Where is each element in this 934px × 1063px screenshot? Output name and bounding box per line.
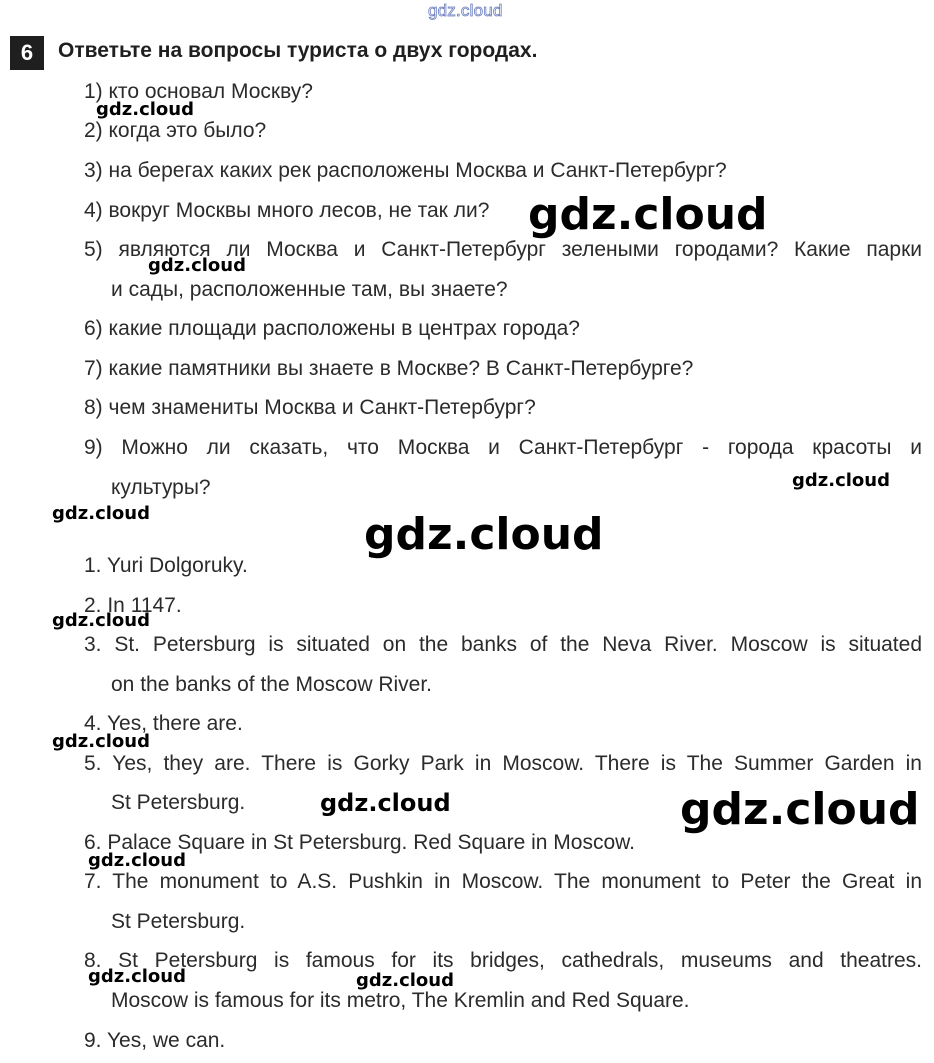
question-7: 7) какие памятники вы знаете в Москве? В Санкт-Петербурге? — [84, 357, 694, 380]
answer-1: 1. Yuri Dolgoruky. — [84, 554, 248, 577]
question-8: 8) чем знамениты Москва и Санкт-Петербург? — [84, 396, 536, 419]
answer-5-continued: St Petersburg. — [111, 791, 246, 814]
answer-5: 5. Yes, they are. There is Gorky Park in Moscow. There is The Summer Garden in — [84, 752, 922, 775]
watermark: gdz.cloud — [320, 789, 451, 817]
site-watermark-top: gdz.cloud — [428, 1, 503, 20]
answer-8-continued: Moscow is famous for its metro, The Kremlin and Red Square. — [111, 989, 690, 1012]
watermark: gdz.cloud — [792, 470, 890, 491]
question-6: 6) какие площади расположены в центрах города? — [84, 317, 580, 340]
watermark: gdz.cloud — [528, 189, 768, 240]
question-9: 9) Можно ли сказать, что Москва и Санкт-Петербург - города красоты и — [84, 436, 922, 459]
answer-2: 2. In 1147. — [84, 594, 182, 617]
answer-7: 7. The monument to A.S. Pushkin in Moscow. The monument to Peter the Great in — [84, 870, 922, 893]
question-2: 2) когда это было? — [84, 119, 267, 142]
question-5-continued: и сады, расположенные там, вы знаете? — [111, 278, 508, 301]
watermark: gdz.cloud — [52, 503, 150, 524]
question-5: 5) являются ли Москва и Санкт-Петербург зелеными городами? Какие парки — [84, 238, 922, 261]
question-9-continued: культуры? — [111, 476, 211, 499]
answer-3: 3. St. Petersburg is situated on the banks of the Neva River. Moscow is situated — [84, 633, 922, 656]
answer-9: 9. Yes, we can. — [84, 1029, 226, 1052]
watermark: gdz.cloud — [52, 731, 150, 752]
watermark: gdz.cloud — [52, 610, 150, 631]
answer-7-continued: St Petersburg. — [111, 910, 246, 933]
watermark: gdz.cloud — [148, 255, 246, 276]
question-4: 4) вокруг Москвы много лесов, не так ли? — [84, 199, 490, 222]
watermark: gdz.cloud — [88, 966, 186, 987]
watermark: gdz.cloud — [88, 850, 186, 871]
watermark: gdz.cloud — [364, 509, 604, 560]
answer-4: 4. Yes, there are. — [84, 712, 243, 735]
question-3: 3) на берегах каких рек расположены Москва и Санкт-Петербург? — [84, 159, 727, 182]
exercise-number-badge: 6 — [10, 36, 44, 70]
answer-3-continued: on the banks of the Moscow River. — [111, 673, 432, 696]
answer-8: 8. St Petersburg is famous for its bridges, cathedrals, museums and theatres. — [84, 949, 922, 972]
watermark: gdz.cloud — [96, 99, 194, 120]
question-1: 1) кто основал Москву? — [84, 80, 313, 103]
answer-6: 6. Palace Square in St Petersburg. Red Square in Moscow. — [84, 831, 635, 854]
watermark: gdz.cloud — [356, 970, 454, 991]
exercise-title: Ответьте на вопросы туриста о двух городах. — [58, 39, 538, 62]
watermark: gdz.cloud — [680, 784, 920, 835]
